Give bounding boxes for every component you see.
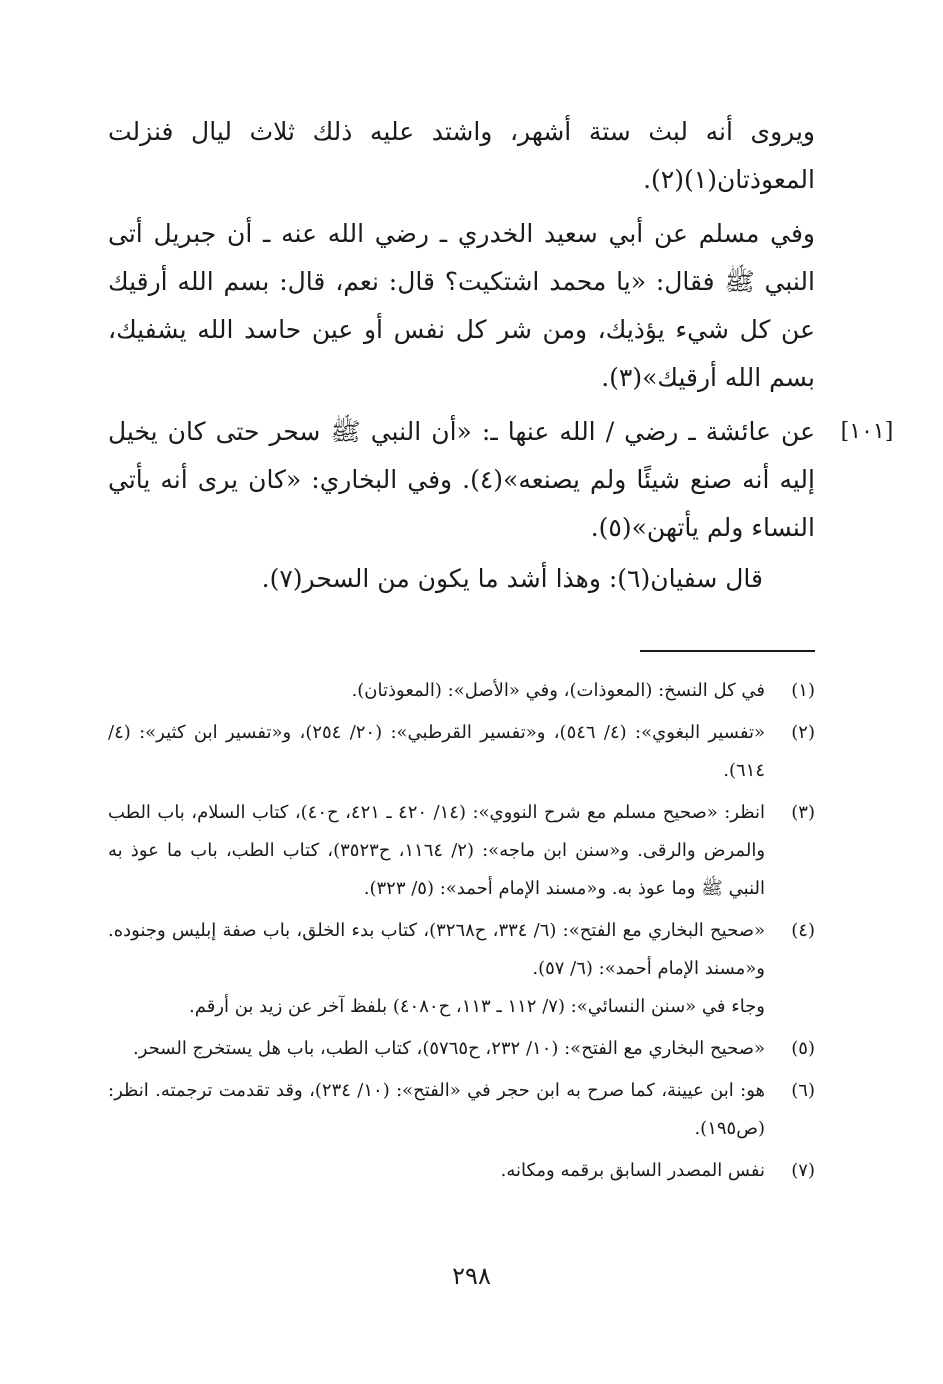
footnote-number: (١) [791, 680, 815, 701]
footnote-text: في كل النسخ: (المعوذات)، وفي «الأصل»: (المعوذتان). [351, 680, 765, 701]
footnote-text: هو: ابن عيينة، كما صرح به ابن حجر في «الفتح»: (١٠/ ٢٣٤)، وقد تقدمت ترجمته. انظر: (ص١٩٥). [108, 1080, 765, 1139]
footnote-list [108, 672, 815, 1194]
footnote-number: (٤) [791, 920, 815, 941]
paragraph-text: وفي مسلم عن أبي سعيد الخدري ـ رضي الله عنه ـ أن جبريل أتى النبي ﷺ فقال: «يا محمد اشتكيت؟ قال: نعم، قال: بسم الله أرقيك عن كل شيء يؤذيك، ومن شر كل نفس أو عين حاسد الله يشفيك، بسم الله أرقيك»(٣). [108, 219, 815, 392]
footnote-item [108, 1030, 815, 1068]
footnote-number: (٢) [791, 722, 815, 743]
footnote-item [108, 912, 815, 1026]
footnote-text: انظر: «صحيح مسلم مع شرح النووي»: (١٤/ ٤٢٠ ـ ٤٢١، ح٤٠)، كتاب السلام، باب الطب والمرض والرقى. و«سنن ابن ماجه»: (٢/ ١١٦٤، ح٣٥٢٣)، كتاب الطب، باب ما عوذ به النبي ﷺ وما عوذ به. و«مسند الإمام أحمد»: (٥/ ٣٢٣). [108, 802, 766, 899]
footnote-number: (٦) [791, 1080, 815, 1101]
page-number: ٢٩٨ [452, 1262, 491, 1290]
footnote-extra-text: وجاء في «سنن النسائي»: (٧/ ١١٢ ـ ١١٣، ح٤٠٨٠) بلفظ آخر عن زيد بن أرقم. [189, 996, 765, 1017]
footnote-item [108, 672, 815, 710]
paragraph-text: قال سفيان(٦): وهذا أشد ما يكون من السحر(٧). [261, 564, 763, 593]
footnote-number: (٥) [791, 1038, 815, 1059]
footnote-text: نفس المصدر السابق برقمه ومكانه. [500, 1160, 765, 1181]
footnote-item [108, 794, 815, 908]
paragraph-2 [108, 210, 815, 402]
footnote-item [108, 714, 815, 790]
paragraph-3 [108, 408, 815, 552]
footnote-text: «صحيح البخاري مع الفتح»: (٦/ ٣٣٤، ح٣٢٦٨)، كتاب بدء الخلق، باب صفة إبليس وجنوده. و«مسند الإمام أحمد»: (٦/ ٥٧). [108, 920, 765, 979]
footnote-text: «تفسير البغوي»: (٤/ ٥٤٦)، و«تفسير القرطبي»: (٢٠/ ٢٥٤)، و«تفسير ابن كثير»: (٤/ ٦١٤). [108, 722, 765, 781]
footnote-item [108, 1072, 815, 1148]
paragraph-text: ويروى أنه لبث ستة أشهر، واشتد عليه ذلك ثلاث ليال فنزلت المعوذتان(١)(٢). [108, 117, 815, 194]
paragraph-text: عن عائشة ـ رضي / الله عنها ـ: «أن النبي ﷺ سحر حتى كان يخيل إليه أنه صنع شيئًا ولم يصنعه»(٤). وفي البخاري: «كان يرى أنه يأتي النساء ولم يأتهن»(٥). [108, 417, 815, 542]
footnote-text: «صحيح البخاري مع الفتح»: (١٠/ ٢٣٢، ح٥٧٦٥)، كتاب الطب، باب هل يستخرج السحر. [133, 1038, 765, 1059]
paragraph-1 [108, 108, 815, 204]
footnote-separator [640, 650, 815, 652]
paragraph-4 [108, 555, 815, 603]
footnote-item [108, 1152, 815, 1190]
hadith-number: [١٠١] [840, 419, 894, 444]
footnote-number: (٧) [791, 1160, 815, 1181]
footnote-number: (٣) [791, 802, 815, 823]
